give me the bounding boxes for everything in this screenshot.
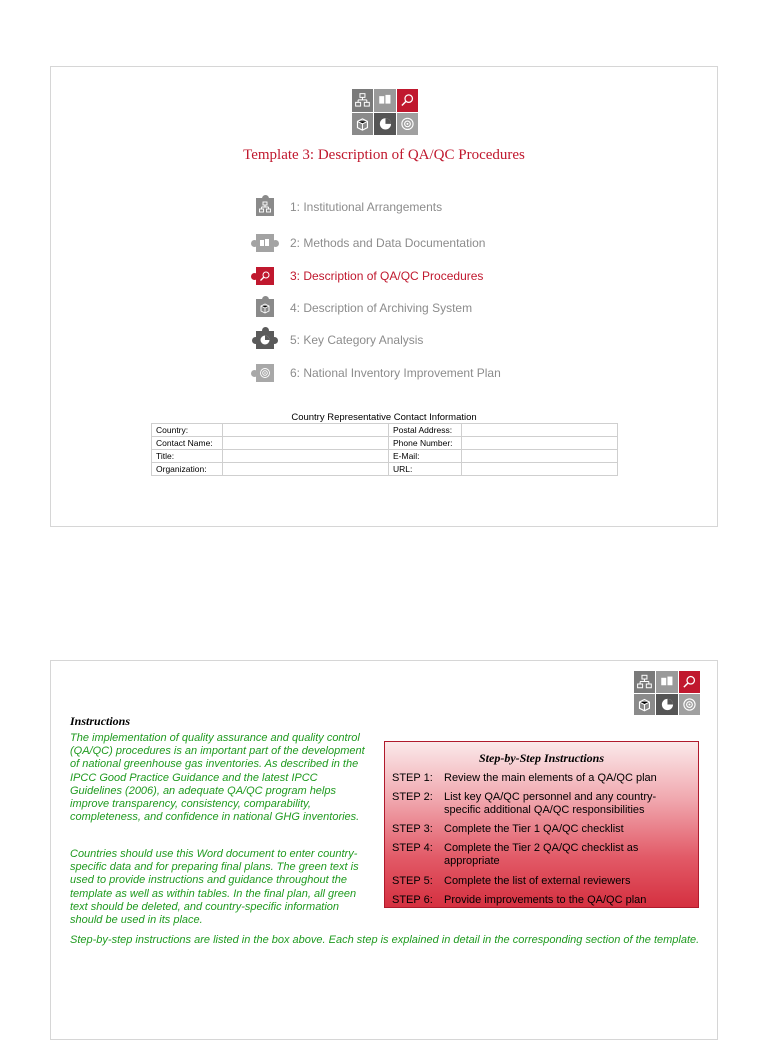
contact-value-field[interactable] (223, 424, 389, 437)
archive-box-icon (254, 297, 276, 319)
org-chart-icon (634, 671, 655, 693)
pie-chart-icon (656, 694, 677, 716)
documents-icon (656, 671, 677, 693)
toc-label: 5: Key Category Analysis (290, 333, 424, 347)
step-item (392, 894, 692, 907)
instructions-paragraph: Countries should use this Word document to enter country-specific data and for preparing final plans. The green text is used to provide instructions and guidance throughout the template as well as within tables. In the final plan, all green text should be deleted, and country-specific information should be used in its place. (70, 848, 359, 927)
step-by-step-box (384, 741, 699, 908)
contact-label: Country: (152, 424, 223, 437)
instructions-paragraph: The implementation of quality assurance and quality control (QA/QC) procedures is an important part of the development of national greenhouse gas inventories. As described in the IPCC Good Practice Guidance and the latest IPCC Guidelines (2006), an adequate QA/QC program helps improve transparency, consistency, comparability, completeness, and confidence in national GHG inventories. (70, 732, 365, 824)
step-item (392, 772, 692, 785)
step-item (392, 791, 692, 817)
step-item (392, 823, 692, 836)
contact-label: E-Mail: (389, 450, 462, 463)
contact-label: Organization: (152, 463, 223, 476)
step-item (392, 842, 692, 868)
contact-label: Phone Number: (389, 437, 462, 450)
contact-value-field[interactable] (462, 450, 618, 463)
instructions-footer: Step-by-step instructions are listed in the box above. Each step is explained in detail in the corresponding section of the template. (70, 934, 700, 946)
contact-label: Postal Address: (389, 424, 462, 437)
toc-label: 2: Methods and Data Documentation (290, 236, 486, 250)
contact-value-field[interactable] (462, 424, 618, 437)
step-number: STEP 3: (392, 823, 433, 835)
org-chart-icon (254, 196, 276, 218)
step-text: Complete the Tier 1 QA/QC checklist (444, 823, 624, 835)
target-icon (679, 694, 700, 716)
document-page-1 (50, 66, 718, 527)
pie-chart-icon (254, 329, 276, 351)
table-row (152, 450, 618, 463)
step-item (392, 875, 692, 888)
toc-label: 3: Description of QA/QC Procedures (290, 269, 484, 283)
documents-icon (254, 232, 276, 254)
toc-label: 6: National Inventory Improvement Plan (290, 366, 501, 380)
step-text: Review the main elements of a QA/QC plan (444, 772, 657, 784)
step-box-title: Step-by-Step Instructions (478, 751, 604, 765)
puzzle-logo (634, 671, 700, 715)
step-text: Complete the Tier 2 QA/QC checklist as appropriate (444, 842, 639, 867)
table-row (152, 437, 618, 450)
step-text: Complete the list of external reviewers (444, 875, 631, 887)
instructions-heading: Instructions (70, 714, 131, 728)
toc-item-key-category[interactable] (254, 328, 423, 352)
contact-label: Title: (152, 450, 223, 463)
step-text: Provide improvements to the QA/QC plan (444, 894, 647, 906)
archive-box-icon (352, 113, 373, 136)
toc-label: 1: Institutional Arrangements (290, 200, 443, 214)
magnifier-icon (397, 89, 418, 112)
document-page-2 (50, 660, 718, 1040)
contact-table-title: Country Representative Contact Information (291, 412, 477, 423)
target-icon (397, 113, 418, 136)
table-row (152, 463, 618, 476)
table-row (152, 424, 618, 437)
page-title: Template 3: Description of QA/QC Procedures (243, 147, 525, 163)
contact-value-field[interactable] (462, 463, 618, 476)
toc-label: 4: Description of Archiving System (290, 301, 473, 315)
contact-value-field[interactable] (462, 437, 618, 450)
contact-value-field[interactable] (223, 463, 389, 476)
contact-table (151, 423, 618, 476)
magnifier-icon (254, 265, 276, 287)
toc-item-archiving[interactable] (254, 296, 472, 320)
step-text: List key QA/QC personnel and any country-specific additional QA/QC responsibilities (444, 791, 657, 816)
contact-value-field[interactable] (223, 437, 389, 450)
org-chart-icon (352, 89, 373, 112)
toc-item-institutional[interactable] (254, 195, 442, 219)
puzzle-logo (352, 89, 418, 135)
step-number: STEP 6: (392, 894, 433, 906)
magnifier-icon (679, 671, 700, 693)
contact-value-field[interactable] (223, 450, 389, 463)
toc-item-improvement[interactable] (254, 361, 501, 385)
step-number: STEP 4: (392, 842, 433, 854)
step-number: STEP 2: (392, 791, 433, 803)
pie-chart-icon (374, 113, 395, 136)
archive-box-icon (634, 694, 655, 716)
toc-item-methods[interactable] (254, 231, 485, 255)
target-icon (254, 362, 276, 384)
documents-icon (374, 89, 395, 112)
contact-label: URL: (389, 463, 462, 476)
contact-label: Contact Name: (152, 437, 223, 450)
step-number: STEP 5: (392, 875, 433, 887)
step-number: STEP 1: (392, 772, 433, 784)
toc-item-qaqc[interactable] (254, 264, 483, 288)
